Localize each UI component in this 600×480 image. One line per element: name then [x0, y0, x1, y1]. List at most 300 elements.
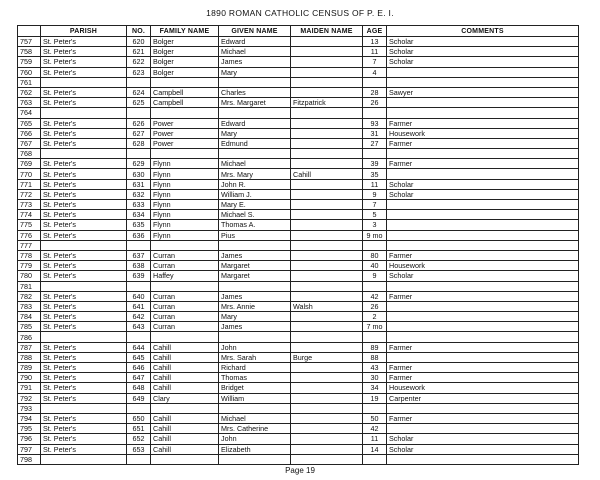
cell-maiden-name	[291, 200, 363, 210]
cell-maiden-name	[291, 149, 363, 159]
table-row	[18, 250, 579, 260]
cell-entry-no: 647	[127, 373, 151, 383]
cell-maiden-name	[291, 47, 363, 57]
cell-entry-no: 630	[127, 169, 151, 179]
cell-row-number: 765	[18, 118, 41, 128]
cell-entry-no	[127, 403, 151, 413]
cell-maiden-name	[291, 271, 363, 281]
cell-entry-no	[127, 454, 151, 464]
cell-age: 34	[363, 383, 387, 393]
cell-age: 50	[363, 413, 387, 423]
cell-family-name	[151, 332, 219, 342]
cell-family-name: Curran	[151, 250, 219, 260]
table-row	[18, 352, 579, 362]
cell-comments: Farmer	[387, 118, 579, 128]
cell-entry-no: 631	[127, 179, 151, 189]
cell-age	[363, 403, 387, 413]
cell-family-name: Campbell	[151, 87, 219, 97]
cell-parish: St. Peter's	[41, 189, 127, 199]
cell-row-number: 785	[18, 322, 41, 332]
cell-entry-no: 626	[127, 118, 151, 128]
table-row	[18, 312, 579, 322]
cell-given-name: Edward	[219, 37, 291, 47]
header-row	[18, 26, 579, 37]
cell-family-name: Cahill	[151, 363, 219, 373]
cell-parish	[41, 77, 127, 87]
table-row	[18, 67, 579, 77]
table-row	[18, 159, 579, 169]
cell-entry-no: 639	[127, 271, 151, 281]
cell-given-name: Mrs. Mary	[219, 169, 291, 179]
cell-family-name	[151, 281, 219, 291]
cell-entry-no: 653	[127, 444, 151, 454]
cell-entry-no: 646	[127, 363, 151, 373]
cell-parish: St. Peter's	[41, 413, 127, 423]
cell-maiden-name	[291, 434, 363, 444]
cell-entry-no: 633	[127, 200, 151, 210]
cell-given-name	[219, 332, 291, 342]
table-row	[18, 77, 579, 87]
cell-family-name: Flynn	[151, 159, 219, 169]
table-row	[18, 149, 579, 159]
cell-parish	[41, 149, 127, 159]
cell-parish: St. Peter's	[41, 200, 127, 210]
cell-comments	[387, 67, 579, 77]
cell-maiden-name	[291, 312, 363, 322]
cell-row-number: 786	[18, 332, 41, 342]
cell-age: 26	[363, 301, 387, 311]
cell-given-name: Margaret	[219, 271, 291, 281]
cell-row-number: 791	[18, 383, 41, 393]
cell-entry-no: 622	[127, 57, 151, 67]
cell-row-number: 797	[18, 444, 41, 454]
cell-row-number: 757	[18, 37, 41, 47]
cell-entry-no: 640	[127, 291, 151, 301]
cell-maiden-name	[291, 159, 363, 169]
cell-parish	[41, 403, 127, 413]
cell-entry-no: 632	[127, 189, 151, 199]
cell-age: 7	[363, 57, 387, 67]
cell-age: 14	[363, 444, 387, 454]
cell-parish: St. Peter's	[41, 37, 127, 47]
cell-family-name: Flynn	[151, 189, 219, 199]
cell-maiden-name	[291, 210, 363, 220]
header-age: AGE	[363, 26, 387, 37]
cell-given-name: James	[219, 57, 291, 67]
cell-parish	[41, 108, 127, 118]
cell-maiden-name	[291, 281, 363, 291]
cell-age	[363, 108, 387, 118]
cell-given-name: James	[219, 291, 291, 301]
table-row	[18, 363, 579, 373]
cell-maiden-name	[291, 67, 363, 77]
cell-comments	[387, 149, 579, 159]
cell-given-name	[219, 77, 291, 87]
table-row	[18, 240, 579, 250]
table-row	[18, 128, 579, 138]
table-row	[18, 179, 579, 189]
cell-family-name	[151, 77, 219, 87]
cell-comments	[387, 312, 579, 322]
cell-entry-no: 645	[127, 352, 151, 362]
cell-given-name: Thomas	[219, 373, 291, 383]
cell-given-name: Bridget	[219, 383, 291, 393]
cell-comments: Farmer	[387, 373, 579, 383]
cell-parish: St. Peter's	[41, 393, 127, 403]
cell-family-name: Cahill	[151, 444, 219, 454]
cell-given-name: Richard	[219, 363, 291, 373]
cell-comments	[387, 322, 579, 332]
cell-maiden-name	[291, 444, 363, 454]
cell-parish: St. Peter's	[41, 342, 127, 352]
cell-family-name	[151, 240, 219, 250]
cell-entry-no: 644	[127, 342, 151, 352]
cell-comments: Scholar	[387, 57, 579, 67]
cell-given-name: Mary	[219, 128, 291, 138]
cell-given-name	[219, 403, 291, 413]
cell-row-number: 779	[18, 261, 41, 271]
cell-parish: St. Peter's	[41, 210, 127, 220]
table-row	[18, 37, 579, 47]
cell-parish: St. Peter's	[41, 47, 127, 57]
table-row	[18, 169, 579, 179]
cell-row-number: 776	[18, 230, 41, 240]
cell-parish: St. Peter's	[41, 87, 127, 97]
cell-given-name: John	[219, 342, 291, 352]
cell-family-name: Cahill	[151, 424, 219, 434]
cell-given-name: Mrs. Sarah	[219, 352, 291, 362]
cell-maiden-name: Cahill	[291, 169, 363, 179]
header-given-name: GIVEN NAME	[219, 26, 291, 37]
table-row	[18, 108, 579, 118]
cell-row-number: 774	[18, 210, 41, 220]
cell-family-name: Bolger	[151, 37, 219, 47]
cell-parish: St. Peter's	[41, 424, 127, 434]
cell-given-name: Mrs. Annie	[219, 301, 291, 311]
table-row	[18, 200, 579, 210]
cell-comments: Farmer	[387, 250, 579, 260]
cell-entry-no: 638	[127, 261, 151, 271]
cell-parish: St. Peter's	[41, 138, 127, 148]
cell-age: 93	[363, 118, 387, 128]
cell-family-name: Campbell	[151, 98, 219, 108]
cell-maiden-name	[291, 403, 363, 413]
cell-comments	[387, 403, 579, 413]
cell-parish: St. Peter's	[41, 383, 127, 393]
cell-comments	[387, 301, 579, 311]
cell-age: 9	[363, 271, 387, 281]
cell-given-name: James	[219, 250, 291, 260]
cell-age: 43	[363, 363, 387, 373]
cell-row-number: 798	[18, 454, 41, 464]
table-row	[18, 291, 579, 301]
cell-given-name: John	[219, 434, 291, 444]
cell-row-number: 790	[18, 373, 41, 383]
cell-age	[363, 454, 387, 464]
cell-age: 35	[363, 169, 387, 179]
cell-comments: Farmer	[387, 363, 579, 373]
cell-maiden-name	[291, 291, 363, 301]
cell-row-number: 770	[18, 169, 41, 179]
cell-given-name	[219, 454, 291, 464]
cell-maiden-name	[291, 373, 363, 383]
cell-row-number: 784	[18, 312, 41, 322]
cell-parish: St. Peter's	[41, 271, 127, 281]
cell-row-number: 773	[18, 200, 41, 210]
table-row	[18, 281, 579, 291]
cell-comments	[387, 108, 579, 118]
cell-parish	[41, 454, 127, 464]
cell-row-number: 781	[18, 281, 41, 291]
cell-entry-no: 648	[127, 383, 151, 393]
cell-given-name: William J.	[219, 189, 291, 199]
cell-maiden-name	[291, 332, 363, 342]
cell-comments	[387, 169, 579, 179]
table-row	[18, 373, 579, 383]
page-number: Page 19	[285, 466, 315, 475]
cell-parish: St. Peter's	[41, 301, 127, 311]
cell-age: 11	[363, 179, 387, 189]
cell-entry-no: 643	[127, 322, 151, 332]
cell-family-name: Bolger	[151, 67, 219, 77]
cell-entry-no: 634	[127, 210, 151, 220]
cell-parish: St. Peter's	[41, 312, 127, 322]
table-row	[18, 413, 579, 423]
cell-age: 42	[363, 291, 387, 301]
cell-maiden-name	[291, 189, 363, 199]
cell-family-name: Cahill	[151, 434, 219, 444]
table-row	[18, 403, 579, 413]
cell-maiden-name	[291, 250, 363, 260]
cell-row-number: 764	[18, 108, 41, 118]
cell-row-number: 759	[18, 57, 41, 67]
cell-given-name: John R.	[219, 179, 291, 189]
cell-family-name: Flynn	[151, 210, 219, 220]
cell-comments	[387, 240, 579, 250]
cell-comments: Scholar	[387, 47, 579, 57]
table-row	[18, 261, 579, 271]
cell-entry-no	[127, 240, 151, 250]
cell-entry-no: 620	[127, 37, 151, 47]
cell-given-name: Mrs. Margaret	[219, 98, 291, 108]
cell-maiden-name: Walsh	[291, 301, 363, 311]
cell-entry-no: 623	[127, 67, 151, 77]
cell-entry-no	[127, 281, 151, 291]
header-maiden-name: MAIDEN NAME	[291, 26, 363, 37]
cell-family-name	[151, 108, 219, 118]
cell-maiden-name	[291, 424, 363, 434]
cell-given-name	[219, 240, 291, 250]
cell-row-number: 761	[18, 77, 41, 87]
cell-age: 26	[363, 98, 387, 108]
cell-age: 7 mo	[363, 322, 387, 332]
cell-comments	[387, 424, 579, 434]
cell-parish: St. Peter's	[41, 128, 127, 138]
cell-row-number: 782	[18, 291, 41, 301]
cell-entry-no: 635	[127, 220, 151, 230]
table-row	[18, 342, 579, 352]
cell-comments	[387, 454, 579, 464]
cell-maiden-name: Burge	[291, 352, 363, 362]
cell-row-number: 788	[18, 352, 41, 362]
cell-parish: St. Peter's	[41, 169, 127, 179]
cell-maiden-name	[291, 261, 363, 271]
cell-parish: St. Peter's	[41, 179, 127, 189]
cell-comments	[387, 200, 579, 210]
cell-parish: St. Peter's	[41, 434, 127, 444]
cell-parish: St. Peter's	[41, 250, 127, 260]
cell-age: 7	[363, 200, 387, 210]
cell-row-number: 766	[18, 128, 41, 138]
cell-family-name: Bolger	[151, 47, 219, 57]
cell-entry-no	[127, 77, 151, 87]
cell-row-number: 767	[18, 138, 41, 148]
cell-age: 80	[363, 250, 387, 260]
cell-maiden-name	[291, 413, 363, 423]
cell-family-name	[151, 149, 219, 159]
cell-entry-no: 625	[127, 98, 151, 108]
cell-entry-no: 637	[127, 250, 151, 260]
cell-comments: Housework	[387, 128, 579, 138]
table-row	[18, 47, 579, 57]
cell-parish: St. Peter's	[41, 373, 127, 383]
cell-maiden-name	[291, 240, 363, 250]
cell-maiden-name	[291, 138, 363, 148]
cell-age: 30	[363, 373, 387, 383]
cell-entry-no: 636	[127, 230, 151, 240]
cell-row-number: 768	[18, 149, 41, 159]
cell-family-name	[151, 454, 219, 464]
cell-family-name: Power	[151, 128, 219, 138]
cell-family-name: Cahill	[151, 352, 219, 362]
cell-age: 42	[363, 424, 387, 434]
cell-parish	[41, 240, 127, 250]
cell-comments: Farmer	[387, 138, 579, 148]
cell-family-name: Haffey	[151, 271, 219, 281]
cell-given-name	[219, 149, 291, 159]
cell-row-number: 787	[18, 342, 41, 352]
table-row	[18, 220, 579, 230]
cell-age	[363, 281, 387, 291]
cell-family-name: Flynn	[151, 200, 219, 210]
cell-maiden-name	[291, 77, 363, 87]
cell-parish: St. Peter's	[41, 291, 127, 301]
cell-maiden-name	[291, 383, 363, 393]
cell-maiden-name	[291, 128, 363, 138]
cell-given-name: Mrs. Catherine	[219, 424, 291, 434]
cell-given-name: Mary	[219, 67, 291, 77]
cell-maiden-name	[291, 179, 363, 189]
cell-parish: St. Peter's	[41, 159, 127, 169]
cell-family-name: Power	[151, 118, 219, 128]
cell-row-number: 783	[18, 301, 41, 311]
cell-parish	[41, 332, 127, 342]
cell-family-name: Cahill	[151, 383, 219, 393]
page-title: 1890 ROMAN CATHOLIC CENSUS OF P. E. I.	[206, 8, 394, 18]
cell-parish	[41, 281, 127, 291]
cell-age: 27	[363, 138, 387, 148]
cell-row-number: 793	[18, 403, 41, 413]
cell-parish: St. Peter's	[41, 230, 127, 240]
cell-row-number: 769	[18, 159, 41, 169]
cell-maiden-name	[291, 363, 363, 373]
cell-family-name: Flynn	[151, 169, 219, 179]
cell-comments	[387, 352, 579, 362]
cell-row-number: 796	[18, 434, 41, 444]
table-row	[18, 434, 579, 444]
cell-given-name: Michael	[219, 47, 291, 57]
cell-given-name	[219, 281, 291, 291]
cell-family-name	[151, 403, 219, 413]
cell-maiden-name	[291, 454, 363, 464]
cell-age: 9	[363, 189, 387, 199]
table-row	[18, 332, 579, 342]
cell-row-number: 780	[18, 271, 41, 281]
cell-given-name	[219, 108, 291, 118]
cell-given-name: Mary	[219, 312, 291, 322]
cell-row-number: 778	[18, 250, 41, 260]
cell-age	[363, 332, 387, 342]
cell-comments: Farmer	[387, 159, 579, 169]
cell-age: 89	[363, 342, 387, 352]
cell-parish: St. Peter's	[41, 322, 127, 332]
cell-age: 11	[363, 434, 387, 444]
cell-row-number: 760	[18, 67, 41, 77]
cell-entry-no: 627	[127, 128, 151, 138]
cell-parish: St. Peter's	[41, 67, 127, 77]
table-row	[18, 393, 579, 403]
table-row	[18, 210, 579, 220]
cell-parish: St. Peter's	[41, 57, 127, 67]
header-family-name: FAMILY NAME	[151, 26, 219, 37]
cell-entry-no	[127, 332, 151, 342]
cell-entry-no: 651	[127, 424, 151, 434]
cell-family-name: Clary	[151, 393, 219, 403]
table-row	[18, 138, 579, 148]
cell-row-number: 762	[18, 87, 41, 97]
cell-family-name: Flynn	[151, 230, 219, 240]
cell-family-name: Curran	[151, 291, 219, 301]
cell-maiden-name	[291, 37, 363, 47]
cell-comments: Carpenter	[387, 393, 579, 403]
cell-maiden-name	[291, 220, 363, 230]
cell-entry-no: 628	[127, 138, 151, 148]
table-row	[18, 87, 579, 97]
cell-comments: Housework	[387, 261, 579, 271]
table-row	[18, 424, 579, 434]
cell-comments: Scholar	[387, 37, 579, 47]
cell-maiden-name	[291, 342, 363, 352]
cell-parish: St. Peter's	[41, 98, 127, 108]
cell-entry-no: 629	[127, 159, 151, 169]
table-row	[18, 271, 579, 281]
cell-row-number: 771	[18, 179, 41, 189]
table-row	[18, 444, 579, 454]
cell-maiden-name	[291, 108, 363, 118]
cell-given-name: Pius	[219, 230, 291, 240]
cell-row-number: 775	[18, 220, 41, 230]
cell-comments: Farmer	[387, 342, 579, 352]
cell-given-name: Mary E.	[219, 200, 291, 210]
cell-maiden-name	[291, 322, 363, 332]
cell-comments	[387, 230, 579, 240]
cell-entry-no: 642	[127, 312, 151, 322]
cell-family-name: Curran	[151, 261, 219, 271]
cell-entry-no	[127, 108, 151, 118]
cell-row-number: 772	[18, 189, 41, 199]
table-row	[18, 57, 579, 67]
cell-comments: Scholar	[387, 434, 579, 444]
